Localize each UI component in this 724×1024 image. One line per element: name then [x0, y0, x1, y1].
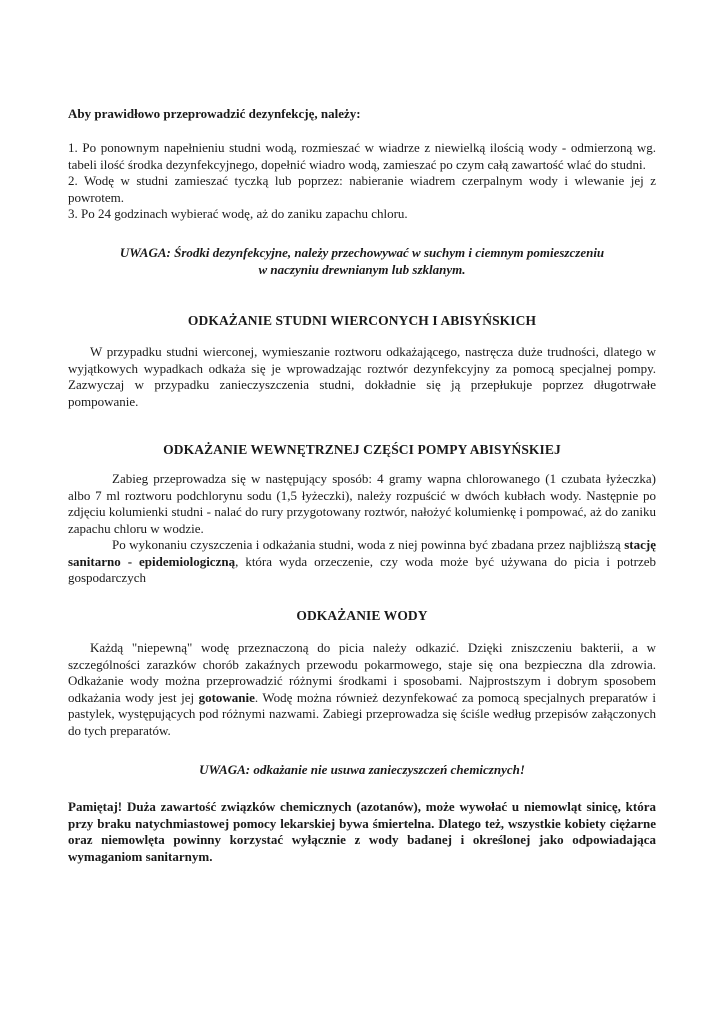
section-title-water: ODKAŻANIE WODY	[296, 608, 428, 623]
sanitary-station-bold: stację sanitarno - epidemiologiczną	[68, 537, 656, 569]
warning-storage-line1: UWAGA: Środki dezynfekcyjne, należy przechowywać w suchym i ciemnym pomieszczeniu	[119, 245, 605, 260]
warning-chemical: UWAGA: odkażanie nie usuwa zanieczyszczeń chemicznych!	[199, 762, 525, 777]
section-text-pump	[68, 471, 656, 587]
section-text-drilled-wells: W przypadku studni wierconej, wymieszanie roztworu odkażającego, nastręcza duże trudności, dlatego w wyjątkowych wypadkach odkaża się je wprowadzając roztwór dezynfekcyjny za pomocą specjalnej pompy. Zazwyczaj w przypadku zanieczyszczenia studni, dokładnie się ją przepłukuje poprzez długotrwałe pompowanie.	[68, 344, 656, 409]
pump-inspection-text-b: , która wyda orzeczenie, czy woda może być używana do picia i potrzeb gospodarczych	[68, 553, 656, 585]
step-3: 3. Po 24 godzinach wybierać wodę, aż do zaniku zapachu chloru.	[68, 206, 408, 221]
section-title-drilled-wells: ODKAŻANIE STUDNI WIERCONYCH I ABISYŃSKICH	[187, 313, 537, 328]
water-text-a: Każdą "niepewną" wodę przeznaczoną do picia należy odkazić. Dzięki zniszczeniu bakterii, a w szczególności zarazków chorób zakaźnych przewodu pokarmowego, staje się ona bezpieczna dla zdrowia. Odkażanie wody można przeprowadzić różnymi środkami i sposobami. Najprostszym i dobrym sposobem odkażania wody jest jej	[68, 640, 656, 705]
section-title-pump: ODKAŻANIE WEWNĘTRZNEJ CZĘŚCI POMPY ABISYŃSKIEJ	[163, 442, 561, 457]
pump-inspection-paragraph	[68, 537, 656, 587]
warning-storage-line2: w naczyniu drewnianym lub szklanym.	[258, 261, 466, 277]
pump-procedure-paragraph: Zabieg przeprowadza się w następujący sposób: 4 gramy wapna chlorowanego (1 czubata łyżeczka) albo 7 ml roztworu podchlorynu sodu (1,5 łyżeczki), należy rozpuścić w dwóch kubłach wody. Następnie po zdjęciu kolumienki studni - nalać do rury przygotowany roztwór, nałożyć kolumienkę i pompować, aż do zaniku zapachu chloru w wodzie.	[68, 471, 656, 536]
step-1: 1. Po ponownym napełnieniu studni wodą, rozmieszać w wiadrze z niewielką ilością wody - odmierzoną wg. tabeli ilość środka dezynfekcyjnego, dopełnić wiadro wodą, zamieszać po czym całą zawartość wlać do studni.	[68, 140, 656, 172]
intro-heading: Aby prawidłowo przeprowadzić dezynfekcję, należy:	[68, 106, 361, 121]
pump-inspection-text-a: Po wykonaniu czyszczenia i odkażania studni, woda z niej powinna być zbadana przez najbliższą	[112, 537, 625, 552]
step-2: 2. Wodę w studni zamieszać tyczką lub poprzez: nabieranie wiadrem czerpalnym wody i wlewanie jej z powrotem.	[68, 173, 656, 205]
steps-list	[68, 140, 656, 223]
section-text-water	[68, 640, 656, 739]
water-text-b: . Wodę można również dezynfekować za pomocą specjalnych preparatów i pastylek, występujących pod różnymi nazwami. Zabiegi przeprowadza się ściśle według przepisów załączonych do tych preparatów.	[68, 689, 656, 738]
boiling-bold: gotowanie	[198, 689, 255, 705]
warning-storage	[68, 245, 656, 278]
remember-note: Pamiętaj! Duża zawartość związków chemicznych (azotanów), może wywołać u niemowląt sinicę, która przy braku natychmiastowej pomocy lekarskiej bywa śmiertelna. Dlatego też, wszystkie kobiety ciężarne oraz niemowlęta powinny korzystać wyłącznie z wody badanej i określonej jako odpowiadająca wymaganiom sanitarnym.	[68, 799, 656, 864]
